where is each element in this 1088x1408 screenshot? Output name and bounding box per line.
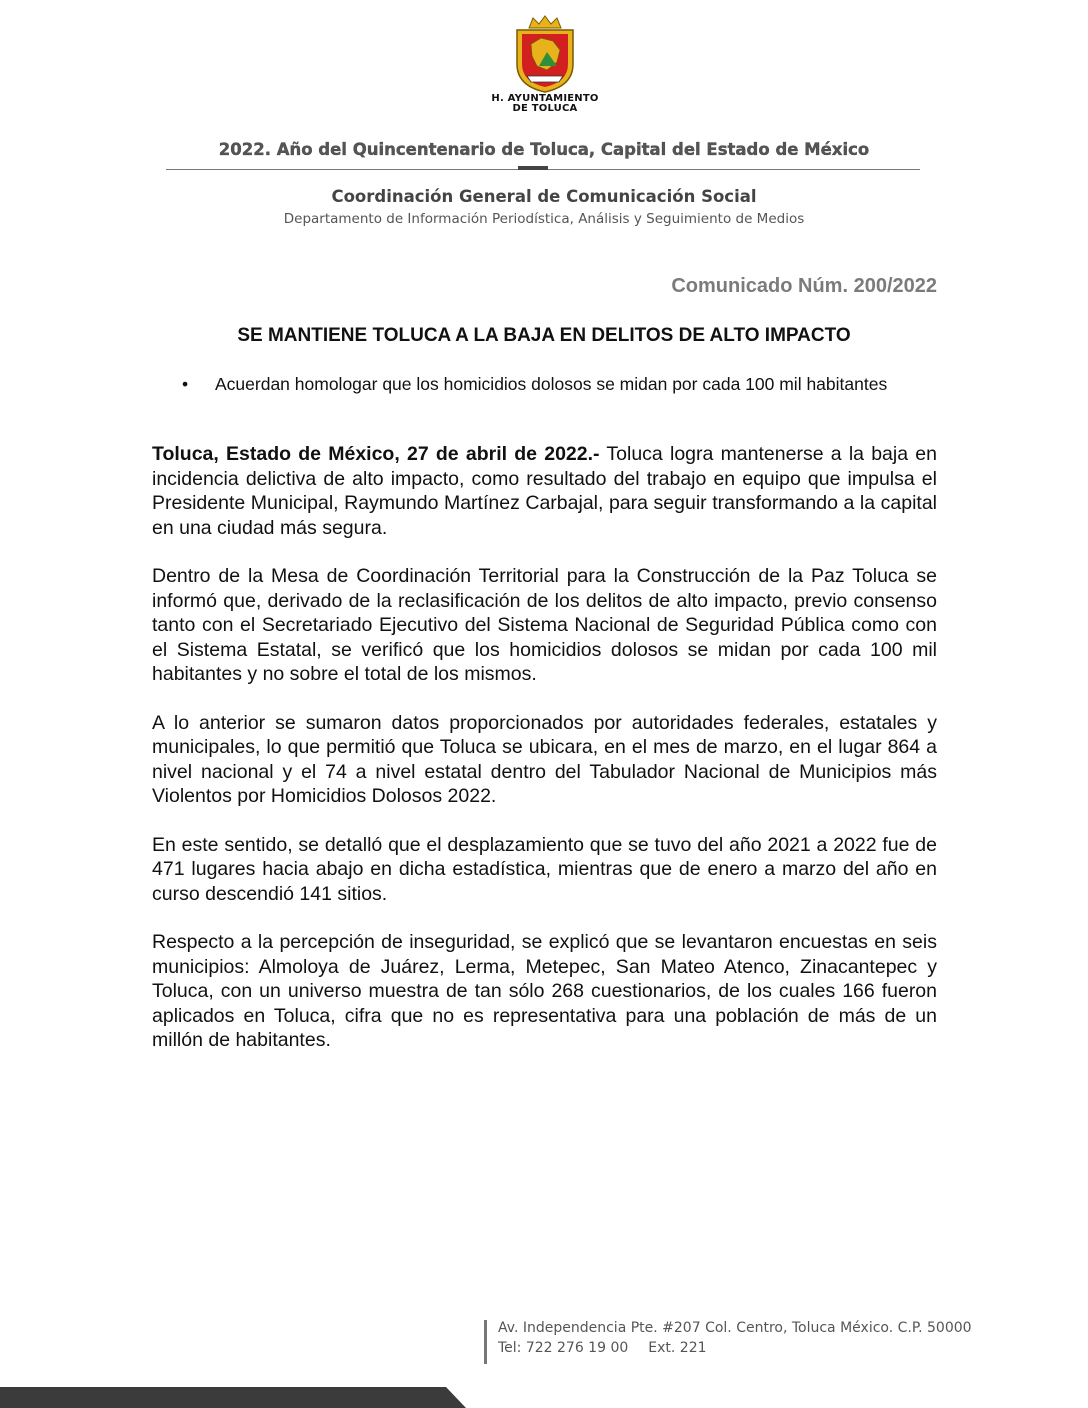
year-slogan: 2022. Año del Quincentenario de Toluca, Capital del Estado de México	[218, 140, 870, 159]
coordination-title: Coordinación General de Comunicación Social	[331, 187, 757, 206]
paragraph: Respecto a la percepción de inseguridad, se explicó que se levantaron encuestas en seis municipios: Almoloya de Juárez, Lerma, Metepec, San Mateo Atenco, Zinacantepec y Toluca, con un universo muestra de tan sólo 268 cuestionarios, de los cuales 166 fueron aplicados en Toluca, cifra que no es representativa para una población de más de un millón de habitantes.	[152, 931, 937, 1051]
toluca-coat-of-arms-icon	[507, 14, 583, 94]
department-title: Departamento de Información Periodística, Análisis y Seguimiento de Medios	[283, 211, 805, 227]
paragraph: Dentro de la Mesa de Coordinación Territorial para la Construcción de la Paz Toluca se informó que, derivado de la reclasificación de los delitos de alto impacto, previo consenso tanto con el Secretariado Ejecutivo del Sistema Nacional de Seguridad Pública como con el Sistema Estatal, se verificó que los homicidios dolosos se midan por cada 100 mil habitantes y no sobre el total de los mismos.	[152, 565, 937, 685]
logo-line-2: DE TOLUCA	[512, 103, 578, 114]
footer-phone: Tel: 722 276 19 00	[498, 1340, 629, 1356]
footer-contact	[498, 1340, 707, 1356]
paragraph: En este sentido, se detalló que el desplazamiento que se tuvo del año 2021 a 2022 fue de 471 lugares hacia abajo en dicha estadística, mientras que de enero a marzo del año en curso descendió 141 sitios.	[152, 833, 937, 905]
document-body	[152, 442, 937, 1077]
footer-divider	[484, 1320, 487, 1364]
document-title: SE MANTIENE TOLUCA A LA BAJA EN DELITOS DE ALTO IMPACTO	[237, 325, 851, 346]
footer-address: Av. Independencia Pte. #207 Col. Centro, Toluca México. C.P. 50000	[498, 1320, 972, 1336]
paragraph-text: Toluca logra mantenerse a la baja en incidencia delictiva de alto impacto, como resultado del trabajo en equipo que impulsa el Presidente Municipal, Raymundo Martínez Carbajal, para seguir transformando a la capital en una ciudad más segura.	[152, 443, 937, 539]
list-item	[182, 373, 902, 396]
header-rule-mark	[518, 166, 548, 170]
bullet-icon: •	[182, 374, 189, 394]
bottom-band	[0, 1387, 466, 1408]
toluca-logo	[490, 14, 600, 114]
paragraph	[152, 442, 937, 540]
bullet-text: Acuerdan homologar que los homicidios dolosos se midan por cada 100 mil habitantes	[215, 374, 888, 394]
logo-line-1: H. AYUNTAMIENTO	[491, 93, 599, 104]
dateline: Toluca, Estado de México, 27 de abril de 2022.-	[152, 443, 600, 465]
footer-extension: Ext. 221	[648, 1340, 707, 1356]
communique-number: Comunicado Núm. 200/2022	[671, 275, 937, 297]
paragraph: A lo anterior se sumaron datos proporcionados por autoridades federales, estatales y municipales, lo que permitió que Toluca se ubicara, en el mes de marzo, en el lugar 864 a nivel nacional y el 74 a nivel estatal dentro del Tabulador Nacional de Municipios más Violentos por Homicidios Dolosos 2022.	[152, 711, 937, 807]
